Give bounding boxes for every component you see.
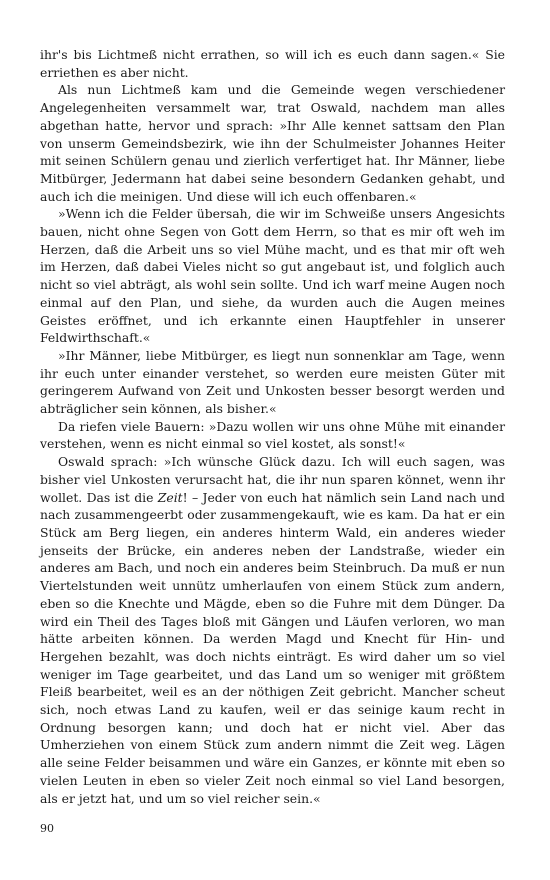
- paragraph-3: »Wenn ich die Felder übersah, die wir im Schweiße unsers Angesichts bauen, nicht ohne Segen von Gott dem Herrn, so that es mir oft weh im Herzen, daß die Arbeit uns so viel Mühe macht, und es that mir oft weh im Herzen, daß dabei Vieles nicht so gut angebaut ist, und folglich auch nicht so viel abträgt, als wohl sein sollte. Und ich warf meine Augen noch einmal auf den Plan, und siehe, da wurden auch die Augen meines Geistes eröffnet, und ich erkannte einen Hauptfehler in unserer Feldwirthschaft.«: [40, 206, 505, 346]
- paragraph-2: Als nun Lichtmeß kam und die Gemeinde wegen verschiedener Angelegenheiten versammelt war, trat Oswald, nachdem man alles abgethan hatte, hervor und sprach: »Ihr Alle kennet sattsam den Plan von unserm Gemeindsbezirk, wie ihn der Schulmeister Johannes Heiter mit seinen Schülern genau und zierlich verfertiget hat. Ihr Männer, liebe Mitbürger, Jedermann hat dabei seine besondern Gedanken gehabt, und auch ich die meinigen. Und diese will ich euch offenbaren.«: [40, 82, 505, 204]
- page-body: [40, 46, 505, 807]
- paragraph-4: »Ihr Männer, liebe Mitbürger, es liegt nun sonnenklar am Tage, wenn ihr euch unter einander verstehet, so werden eure meisten Güter mit geringerem Aufwand von Zeit und Unkosten besser besorgt werden und abträglicher sein können, als bisher.«: [40, 347, 505, 417]
- paragraph-1: ihr's bis Lichtmeß nicht errathen, so will ich es euch dann sagen.« Sie erriethen es aber nicht.: [40, 47, 505, 80]
- emphasis-zeit: Zeit: [157, 489, 183, 505]
- paragraph-6-before: Oswald sprach: »Ich wünsche Glück dazu. Ich will euch sagen, was bisher viel Unkosten verursacht hat, die ihr nun sparen könnet, wenn ihr wollet. Das ist die: [40, 454, 505, 505]
- paragraph-6-after: ! – Jeder von euch hat nämlich sein Land nach und nach zusammengeerbt oder zusammengekauft, wie es kam. Da hat er ein Stück am Berg liegen, ein anderes hinterm Wald, ein anderes wieder jenseits der Brücke, ein anderes neben der Landstraße, wieder ein anderes am Bach, und noch ein anderes beim Steinbruch. Da muß er nun Viertelstunden weit unnütz umherlaufen von einem Stück zum andern, eben so die Knechte und Mägde, eben so die Fuhre mit dem Dünger. Da wird ein Theil des Tages bloß mit Gängen und Läufen verloren, wo man hätte arbeiten können. Da werden Magd und Knecht für Hin- und Hergehen bezahlt, was doch nichts einträgt. Es wird daher um so viel weniger im Tage gearbeitet, und das Land um so weniger mit größtem Fleiß bearbeitet, weil es an der nöthigen Zeit gebricht. Mancher scheut sich, noch etwas Land zu kaufen, weil er das seinige kaum recht in Ordnung besorgen kann; und doch hat er nicht viel. Aber das Umherziehen von einem Stück zum andern nimmt die Zeit weg. Lägen alle seine Felder beisammen und wäre ein Ganzes, er könnte mit eben so vielen Leuten in eben so vieler Zeit noch einmal so viel Land besorgen, als er jetzt hat, und um so viel reicher sein.«: [40, 489, 505, 806]
- page-number: 90: [40, 822, 54, 835]
- paragraph-6: [40, 453, 505, 807]
- paragraph-5: Da riefen viele Bauern: »Dazu wollen wir uns ohne Mühe mit einander verstehen, wenn es nicht einmal so viel kostet, als sonst!«: [40, 418, 505, 452]
